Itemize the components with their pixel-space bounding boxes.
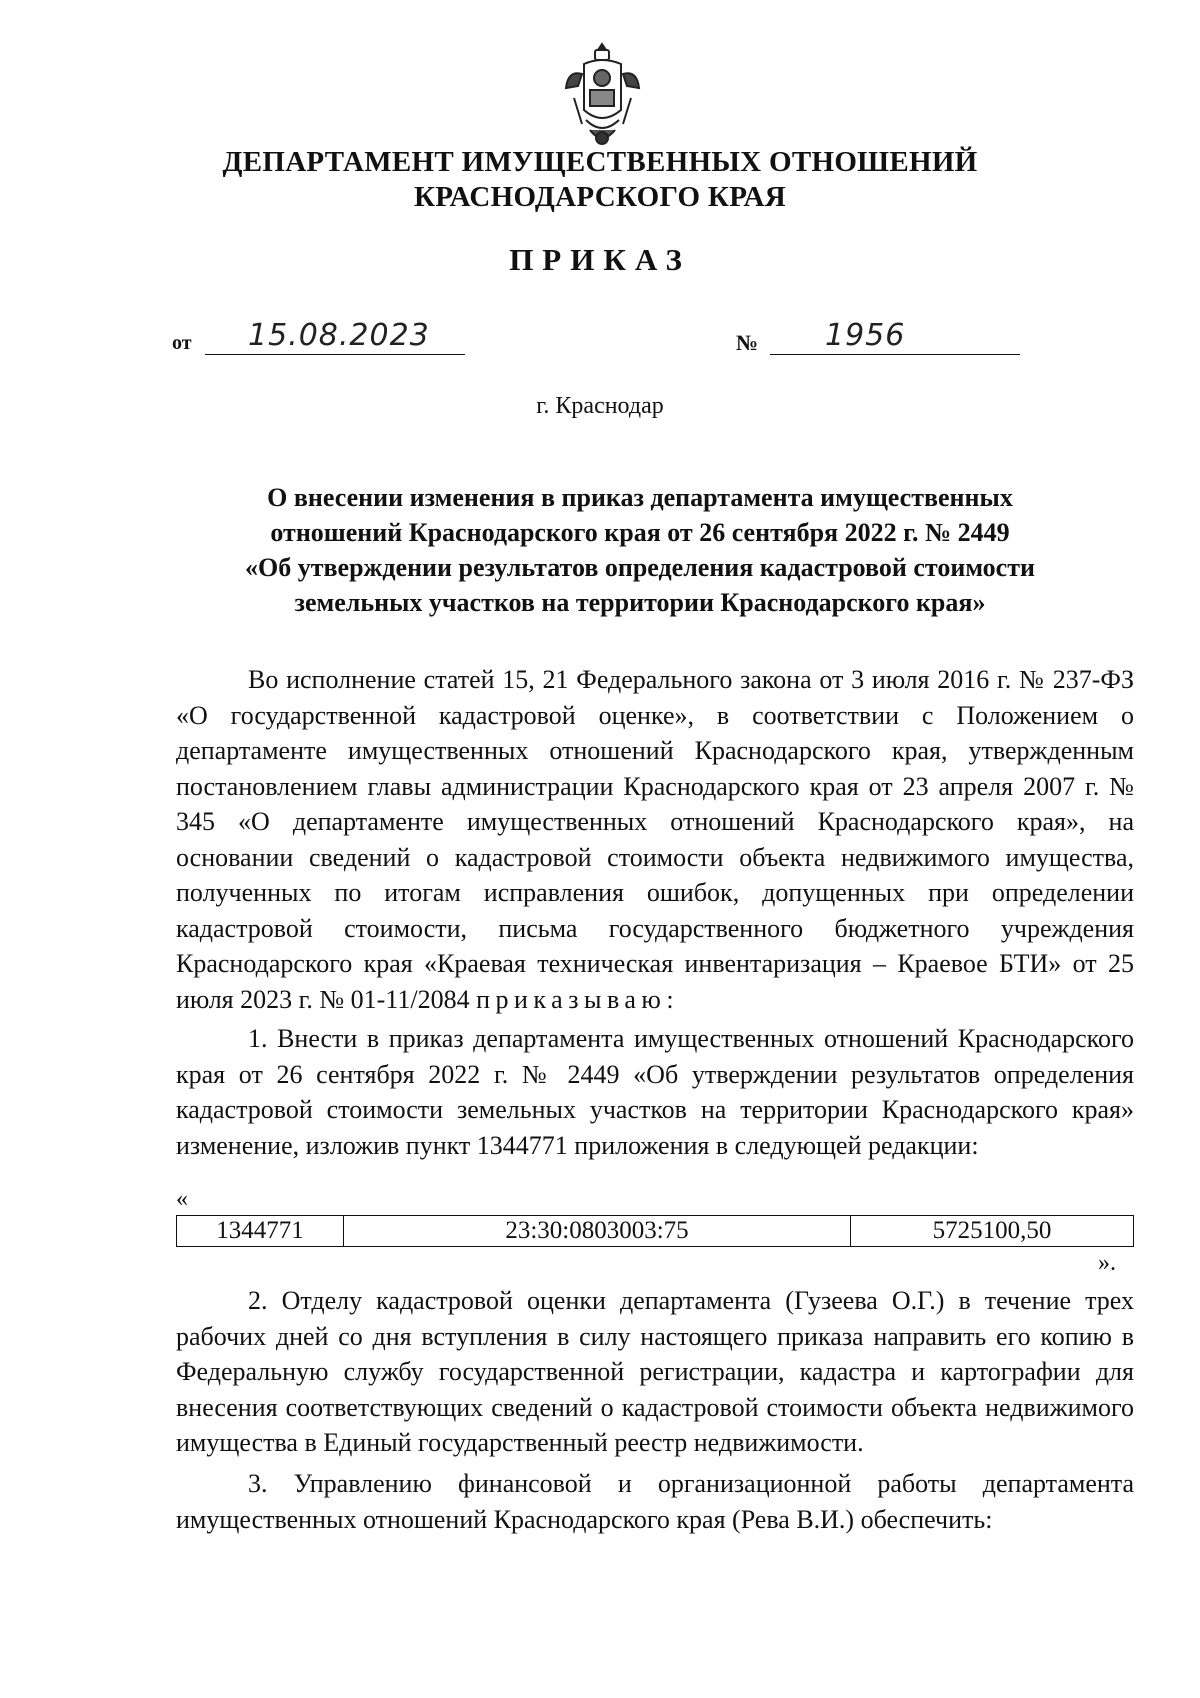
item-2-paragraph: 2. Отделу кадастровой оценки департамента (Гузеева О.Г.) в течение трех рабочих дней со дня вступления в силу настоящего приказа направить его копию в Федеральную службу государственной регистрации, кадастра и картографии для внесения соответствующих сведений о кадастровой стоимости объекта недвижимого имущества в Единый государственный реестр недвижимости. — [176, 1286, 1134, 1457]
item-3-paragraph: 3. Управлению финансовой и организационной работы департамента имущественных отношений Краснодарского края (Рева В.И.) обеспечить: — [176, 1469, 1134, 1534]
table-cell-cadastral-number: 23:30:0803003:75 — [344, 1216, 851, 1247]
number-label: № — [736, 330, 759, 355]
order-word: приказываю: — [476, 984, 680, 1014]
number-underline — [770, 354, 1020, 355]
subject-line: отношений Краснодарского края от 26 сентября 2022 г. № 2449 — [270, 518, 1010, 547]
amendment-table — [176, 1215, 1134, 1247]
opening-quote: « — [176, 1186, 188, 1212]
order-subject — [180, 480, 1100, 620]
subject-line: земельных участков на территории Краснодарского края» — [294, 588, 986, 617]
subject-line: О внесении изменения в приказ департамента имущественных — [267, 483, 1013, 512]
department-name-line2: КРАСНОДАРСКОГО КРАЯ — [413, 181, 787, 213]
city-name: г. Краснодар — [536, 393, 664, 419]
date-label: от — [172, 332, 192, 354]
department-name-line1: ДЕПАРТАМЕНТ ИМУЩЕСТВЕННЫХ ОТНОШЕНИЙ — [222, 146, 978, 178]
coat-of-arms-icon — [560, 40, 645, 152]
table-cell-cadastral-value: 5725100,50 — [851, 1216, 1134, 1247]
date-underline — [205, 354, 465, 355]
handwritten-number: 1956 — [825, 318, 906, 353]
subject-line: «Об утверждении результатов определения кадастровой стоимости — [245, 553, 1035, 582]
document-type-title: ПРИКАЗ — [509, 242, 691, 277]
item-1-paragraph: 1. Внести в приказ департамента имущественных отношений Краснодарского края от 26 сентября 2022 г. № 2449 «Об утверждении результатов определения кадастровой стоимости земельных участков на территории Краснодарского края» изменение, изложив пункт 1344771 приложения в следующей редакции: — [176, 1024, 1134, 1160]
table-cell-item-number: 1344771 — [177, 1216, 344, 1247]
preamble-text: Во исполнение статей 15, 21 Федерального закона от 3 июля 2016 г. № 237-ФЗ «О государственной кадастровой оценке», в соответствии с Положением о департаменте имущественных отношений Краснодарского края, утвержденным постановлением главы администрации Краснодарского края от 23 апреля 2007 г. № 345 «О департаменте имущественных отношений Краснодарского края», на основании сведений о кадастровой стоимости объекта недвижимого имущества, полученных по итогам исправления ошибок, допущенных при определении кадастровой стоимости, письма государственного бюджетного учреждения Краснодарского края «Краевая техническая инвентаризация – Краевое БТИ» от 25 июля 2023 г. № 01-11/2084 — [176, 665, 1134, 1014]
preamble-paragraph — [176, 662, 1134, 1017]
closing-quote: ». — [1098, 1250, 1116, 1276]
table-row — [177, 1216, 1134, 1247]
handwritten-date: 15.08.2023 — [248, 318, 430, 353]
